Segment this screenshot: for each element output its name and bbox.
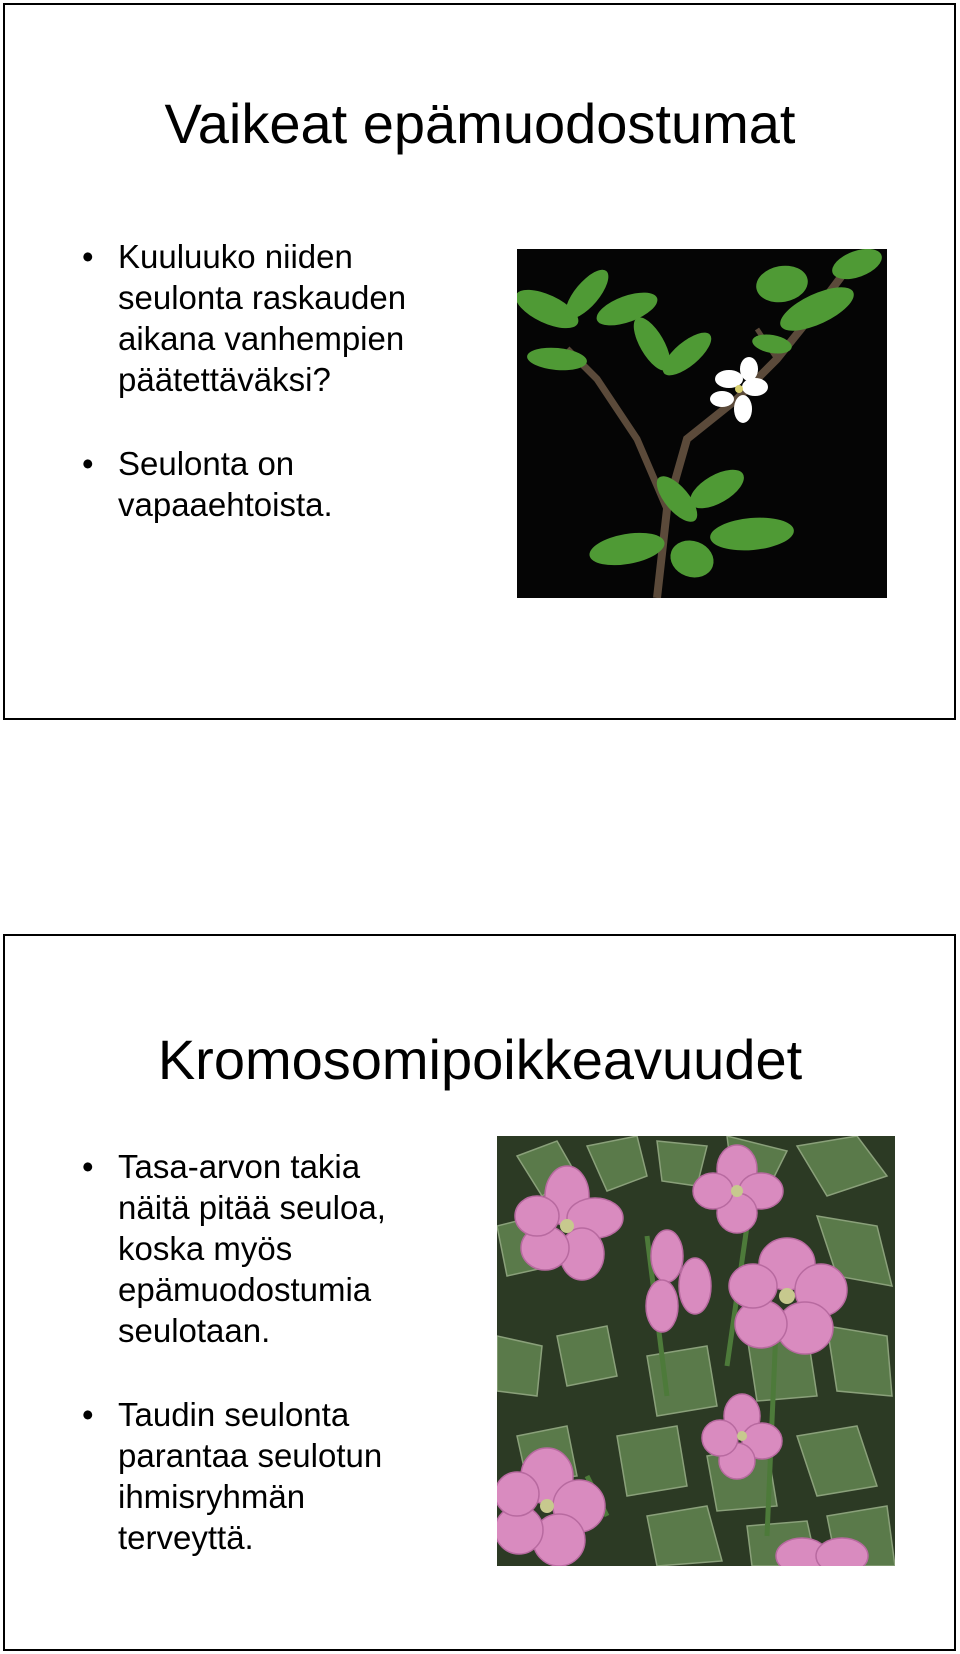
slide-1-bullet-list (78, 236, 406, 568)
bullet-dot: • (82, 1148, 94, 1185)
slide-1-title: Vaikeat epämuodostumat (164, 92, 796, 155)
slide-1-bullet-1: • Kuuluuko niiden seulonta raskauden aikana vanhempien päätettäväksi? (82, 238, 407, 398)
bullet-dot: • (82, 238, 94, 275)
slide-2-bullet-1: • Tasa-arvon takia näitä pitää seuloa, koska myös epämuodostumia seulotaan. (82, 1148, 386, 1349)
plum-branch-blossom-photo (517, 249, 887, 598)
slide-2-title: Kromosomipoikkeavuudet (157, 1028, 803, 1091)
slide-1-bullet-2: • Seulonta on vapaaehtoista. (82, 445, 333, 523)
bullet-dot: • (82, 1396, 94, 1433)
slide-2-bullet-2: • Taudin seulonta parantaa seulotun ihmisryhmän terveyttä. (82, 1396, 383, 1556)
bullet-dot: • (82, 445, 94, 482)
pink-hellebore-ivy-photo (497, 1136, 895, 1566)
slide-2-bullet-list (78, 1146, 386, 1601)
